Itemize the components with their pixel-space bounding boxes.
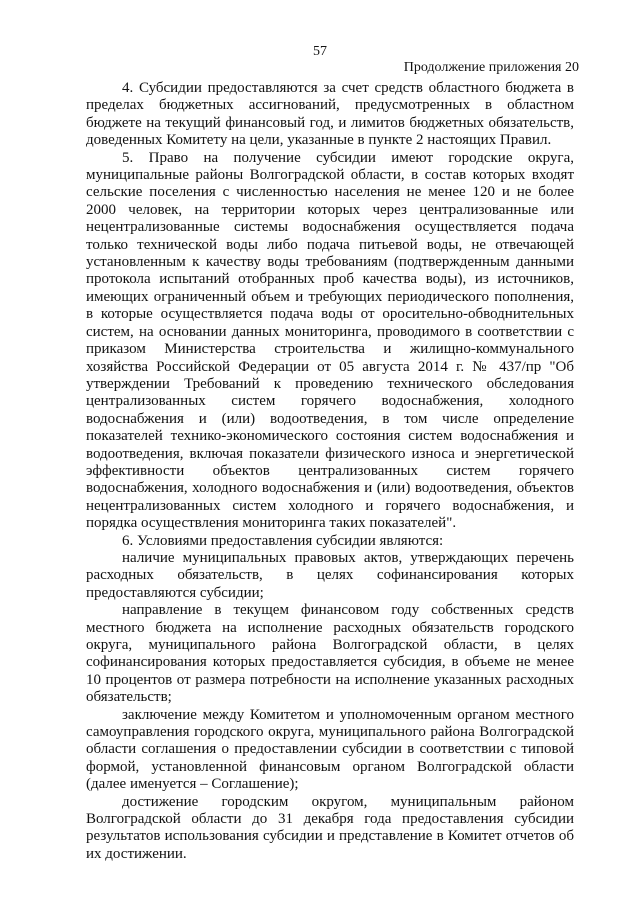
condition-item: наличие муниципальных правовых актов, утверждающих перечень расходных обязательств, в целях софинансирования которых предоставляются субсидии; bbox=[86, 549, 574, 601]
condition-item: достижение городским округом, муниципальным районом Волгоградской области до 31 декабря года предоставления субсидии результатов использования субсидии и представление в Комитет отчетов об их достижении. bbox=[86, 793, 574, 862]
paragraph-6: 6. Условиями предоставления субсидии являются: bbox=[122, 532, 444, 549]
condition-item: направление в текущем финансовом году собственных средств местного бюджета на исполнение расходных обязательств городского округа, муниципального района Волгоградской области, в целях софинансирования которых предоставляется субсидия, в объеме не менее 10 процентов от размера потребности на исполнение указанных расходных обязательств; bbox=[86, 602, 574, 706]
continuation-label: Продолжение приложения 20 bbox=[403, 60, 579, 75]
condition-item: заключение между Комитетом и уполномоченным органом местного самоуправления городского округа, муниципального района Волгоградской области соглашения о предоставлении субсидии в соответствии с типовой формой, установленной финансовым органом Волгоградской области (далее именуется – Соглашение); bbox=[86, 706, 574, 793]
page-number: 57 bbox=[313, 44, 327, 59]
paragraph-5: 5. Право на получение субсидии имеют городские округа, муниципальные районы Волгоградской области, в состав которых входят сельские поселения с численностью населения не менее 120 и не более 2000 человек, на территории которых через централизованные или нецентрализованные системы водоснабжения осуществляется подача только технической воды либо подача питьевой воды, не отвечающей установленным к качеству воды требованиям (подтвержденным данными протокола испытаний отобранных проб качества воды), из источников, имеющих ограниченный объем и требующих периодического пополнения, в которые осуществляется подача воды от оросительно-обводнительных систем, на основании данных мониторинга, проводимого в соответствии с приказом Министерства строительства и жилищно-коммунального хозяйства Российской Федерации от 05 августа 2014 г. № 437/пр "Об утверждении Требований к проведению технического обследования централизованных систем горячего водоснабжения, холодного водоснабжения и (или) водоотведения, в том числе определение показателей технико-экономического состояния систем водоснабжения и водоотведения, включая показатели физического износа и энергетической эффективности объектов централизованных систем горячего водоснабжения, холодного водоснабжения и (или) водоотведения, объектов нецентрализованных систем холодного и горячего водоснабжения, и порядка осуществления мониторинга таких показателей". bbox=[86, 149, 574, 532]
paragraph-4: 4. Субсидии предоставляются за счет средств областного бюджета в пределах бюджетных ассигнований, предусмотренных в областном бюджете на текущий финансовый год, и лимитов бюджетных обязательств, доведенных Комитету на цели, указанные в пункте 2 настоящих Правил. bbox=[86, 80, 574, 149]
document-body bbox=[86, 80, 574, 863]
